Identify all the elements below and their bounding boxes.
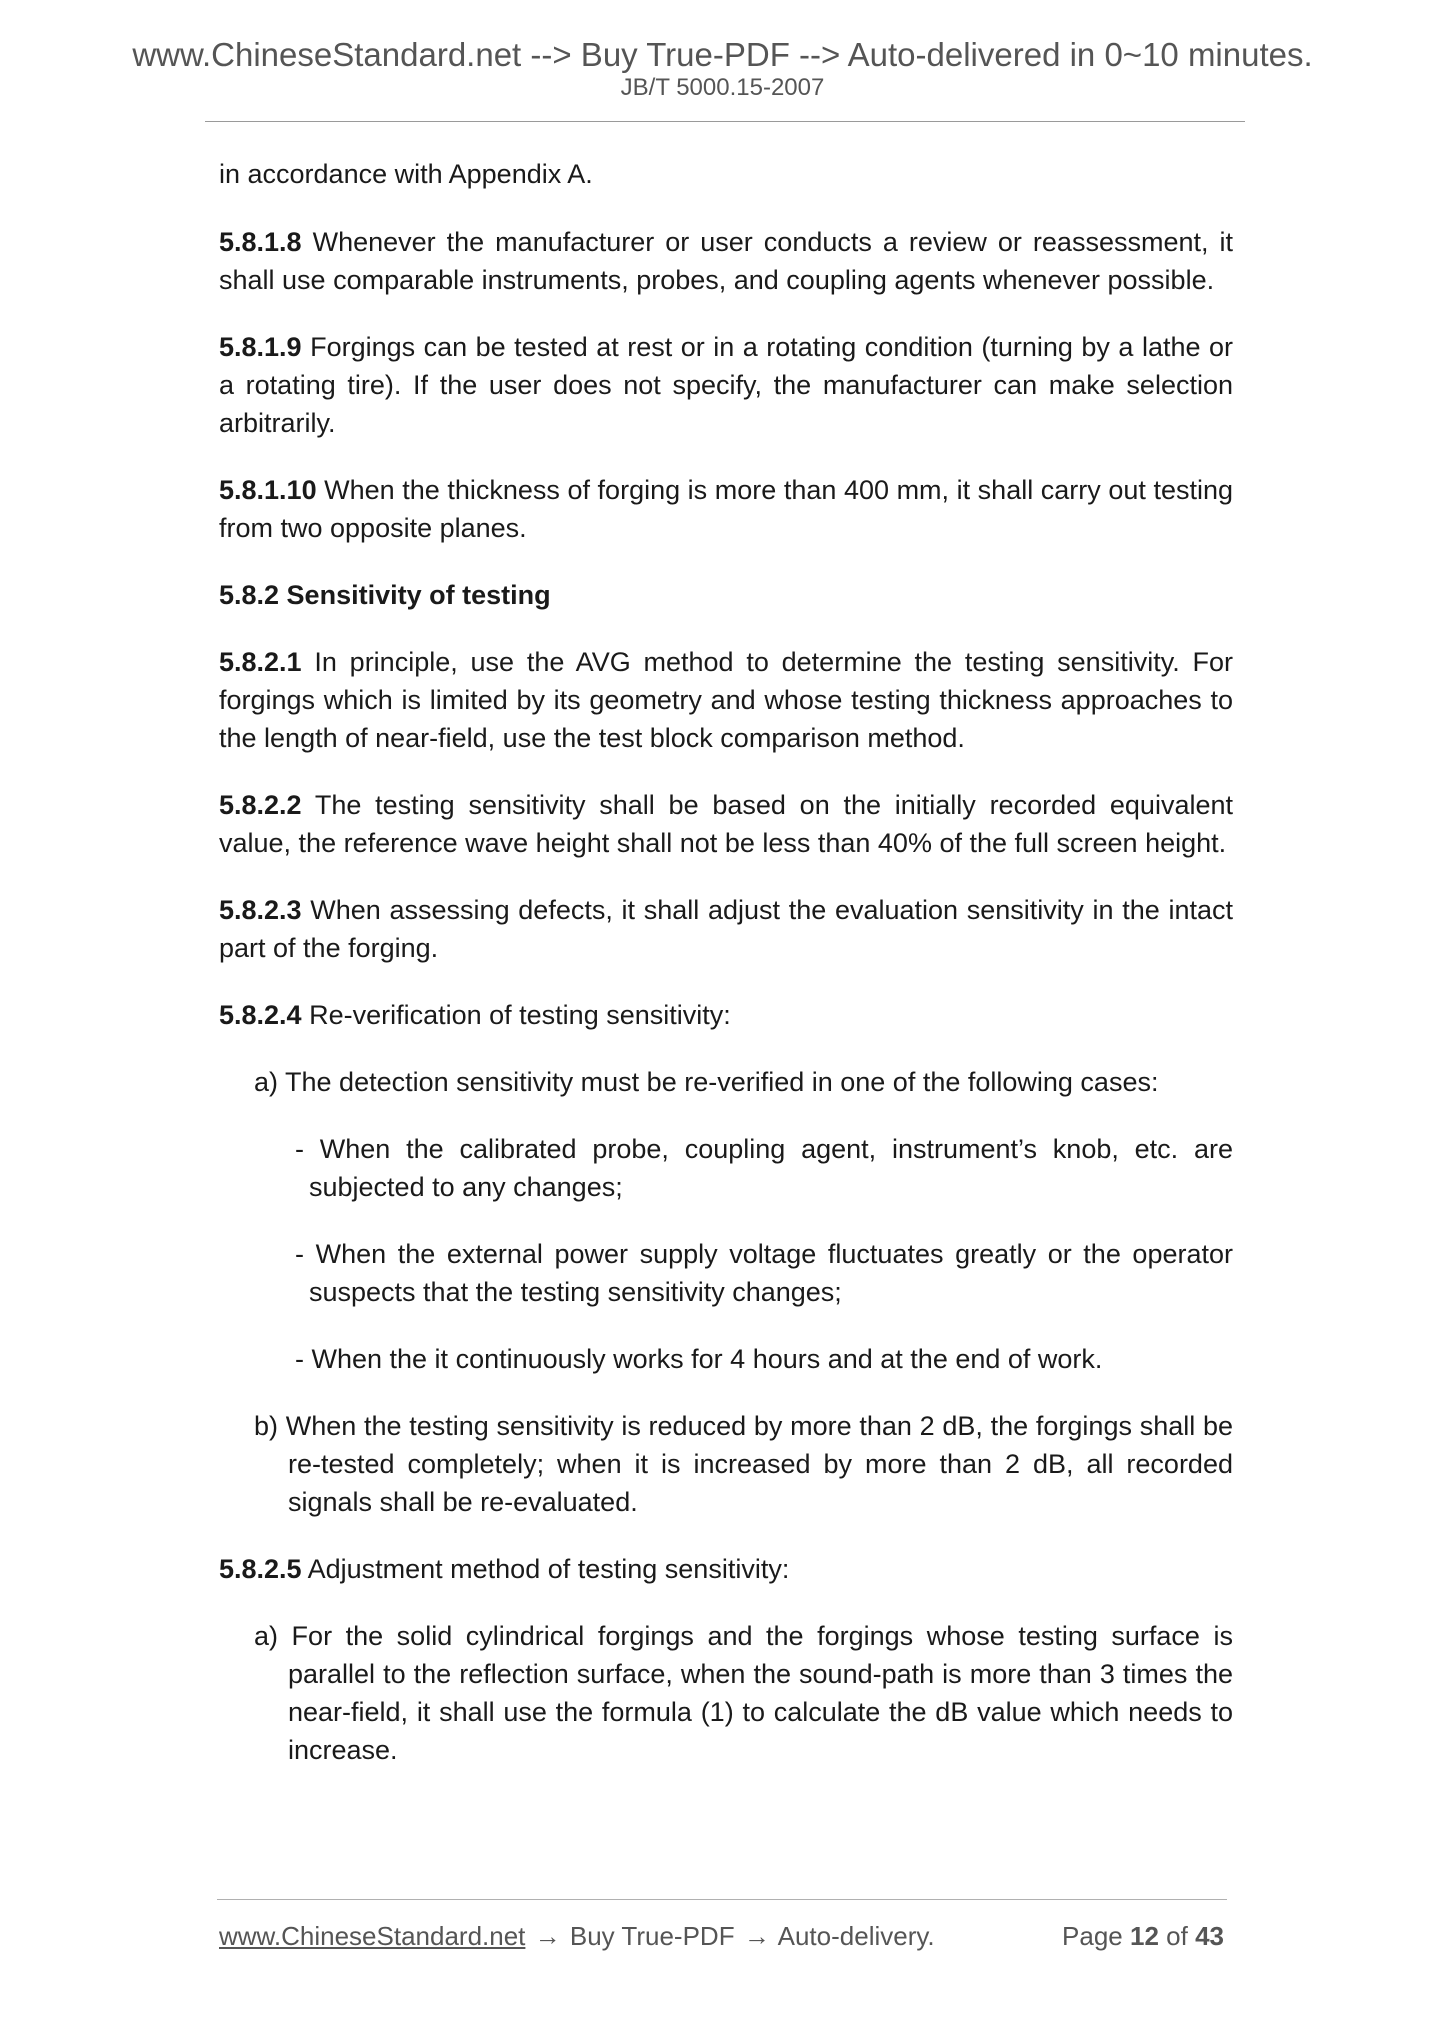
clause-number: 5.8.1.10 — [219, 475, 317, 505]
list-item-b: b) When the testing sensitivity is reduced by more than 2 dB, the forgings shall be re-tested completely; when it is increased by more than 2 dB, all recorded signals shall be re-evaluated. — [254, 1411, 1233, 1517]
clause-text: In principle, use the AVG method to determine the testing sensitivity. For forgings which is limited by its geometry and whose testing thickness approaches to the length of near-field, use the test block comparison method. — [219, 647, 1233, 753]
clause-5-8-1-10 — [219, 471, 1233, 547]
clause-text: Adjustment method of testing sensitivity: — [301, 1554, 790, 1584]
footer-delivery-text: Auto-delivery. — [777, 1921, 935, 1951]
clause-number: 5.8.2.5 — [219, 1554, 302, 1584]
clause-number: 5.8.2.3 — [219, 895, 302, 925]
clause-text: When assessing defects, it shall adjust the evaluation sensitivity in the intact part of the forging. — [219, 895, 1233, 963]
page-label: Page — [1062, 1921, 1123, 1951]
paragraph-continuation: in accordance with Appendix A. — [219, 159, 593, 189]
page-number: 12 — [1130, 1921, 1159, 1951]
clause-text: Re-verification of testing sensitivity: — [301, 1000, 731, 1030]
footer-buy-text: Buy True-PDF — [569, 1921, 735, 1951]
site-banner: www.ChineseStandard.net --> Buy True-PDF --> Auto-delivered in 0~10 minutes. — [132, 36, 1313, 73]
standard-code: JB/T 5000.15-2007 — [620, 74, 825, 101]
clause-5-8-1-9 — [219, 328, 1233, 442]
list-dash-item: - When the external power supply voltage fluctuates greatly or the operator suspects that the testing sensitivity changes; — [295, 1239, 1233, 1307]
footer-divider — [217, 1899, 1227, 1900]
clause-number: 5.8.2.1 — [219, 647, 302, 677]
list-dash-item: - When the calibrated probe, coupling agent, instrument’s knob, etc. are subjected to any changes; — [295, 1134, 1233, 1202]
clause-text: The testing sensitivity shall be based on the initially recorded equivalent value, the reference wave height shall not be less than 40% of the full screen height. — [219, 790, 1233, 858]
list-item-a: a) The detection sensitivity must be re-verified in one of the following cases: — [254, 1067, 1159, 1097]
list-item-a: a) For the solid cylindrical forgings and the forgings whose testing surface is parallel to the reflection surface, when the sound-path is more than 3 times the near-field, it shall use the formula (1) to calculate the dB value which needs to increase. — [254, 1621, 1233, 1765]
clause-number: 5.8.2.2 — [219, 790, 302, 820]
clause-5-8-2-5 — [219, 1550, 1233, 1588]
header-divider — [205, 121, 1245, 122]
clause-5-8-2-1 — [219, 643, 1233, 757]
arrow-right-icon: → — [743, 1921, 770, 1951]
page-footer — [219, 1921, 1229, 1955]
document-body — [219, 155, 1233, 1798]
clause-text: Whenever the manufacturer or user conducts a review or reassessment, it shall use comparable instruments, probes, and coupling agents whenever possible. — [219, 227, 1233, 295]
page-indicator — [1062, 1921, 1224, 1952]
arrow-right-icon: → — [534, 1921, 561, 1951]
of-label: of — [1166, 1921, 1188, 1951]
clause-number: 5.8.2.4 — [219, 1000, 302, 1030]
section-heading-5-8-2 — [219, 576, 1233, 614]
list-dash-item: - When the it continuously works for 4 hours and at the end of work. — [295, 1344, 1103, 1374]
section-heading-text: 5.8.2 Sensitivity of testing — [219, 580, 551, 610]
clause-number: 5.8.1.9 — [219, 332, 302, 362]
clause-5-8-2-2 — [219, 786, 1233, 862]
clause-text: Forgings can be tested at rest or in a rotating condition (turning by a lathe or a rotating tire). If the user does not specify, the manufacturer can make selection arbitrarily. — [219, 332, 1233, 438]
clause-number: 5.8.1.8 — [219, 227, 302, 257]
clause-text: When the thickness of forging is more than 400 mm, it shall carry out testing from two opposite planes. — [219, 475, 1233, 543]
clause-5-8-2-4 — [219, 996, 1233, 1034]
clause-5-8-2-3 — [219, 891, 1233, 967]
total-pages: 43 — [1195, 1921, 1224, 1951]
clause-5-8-1-8 — [219, 223, 1233, 299]
footer-site-link[interactable]: www.ChineseStandard.net — [219, 1921, 526, 1951]
